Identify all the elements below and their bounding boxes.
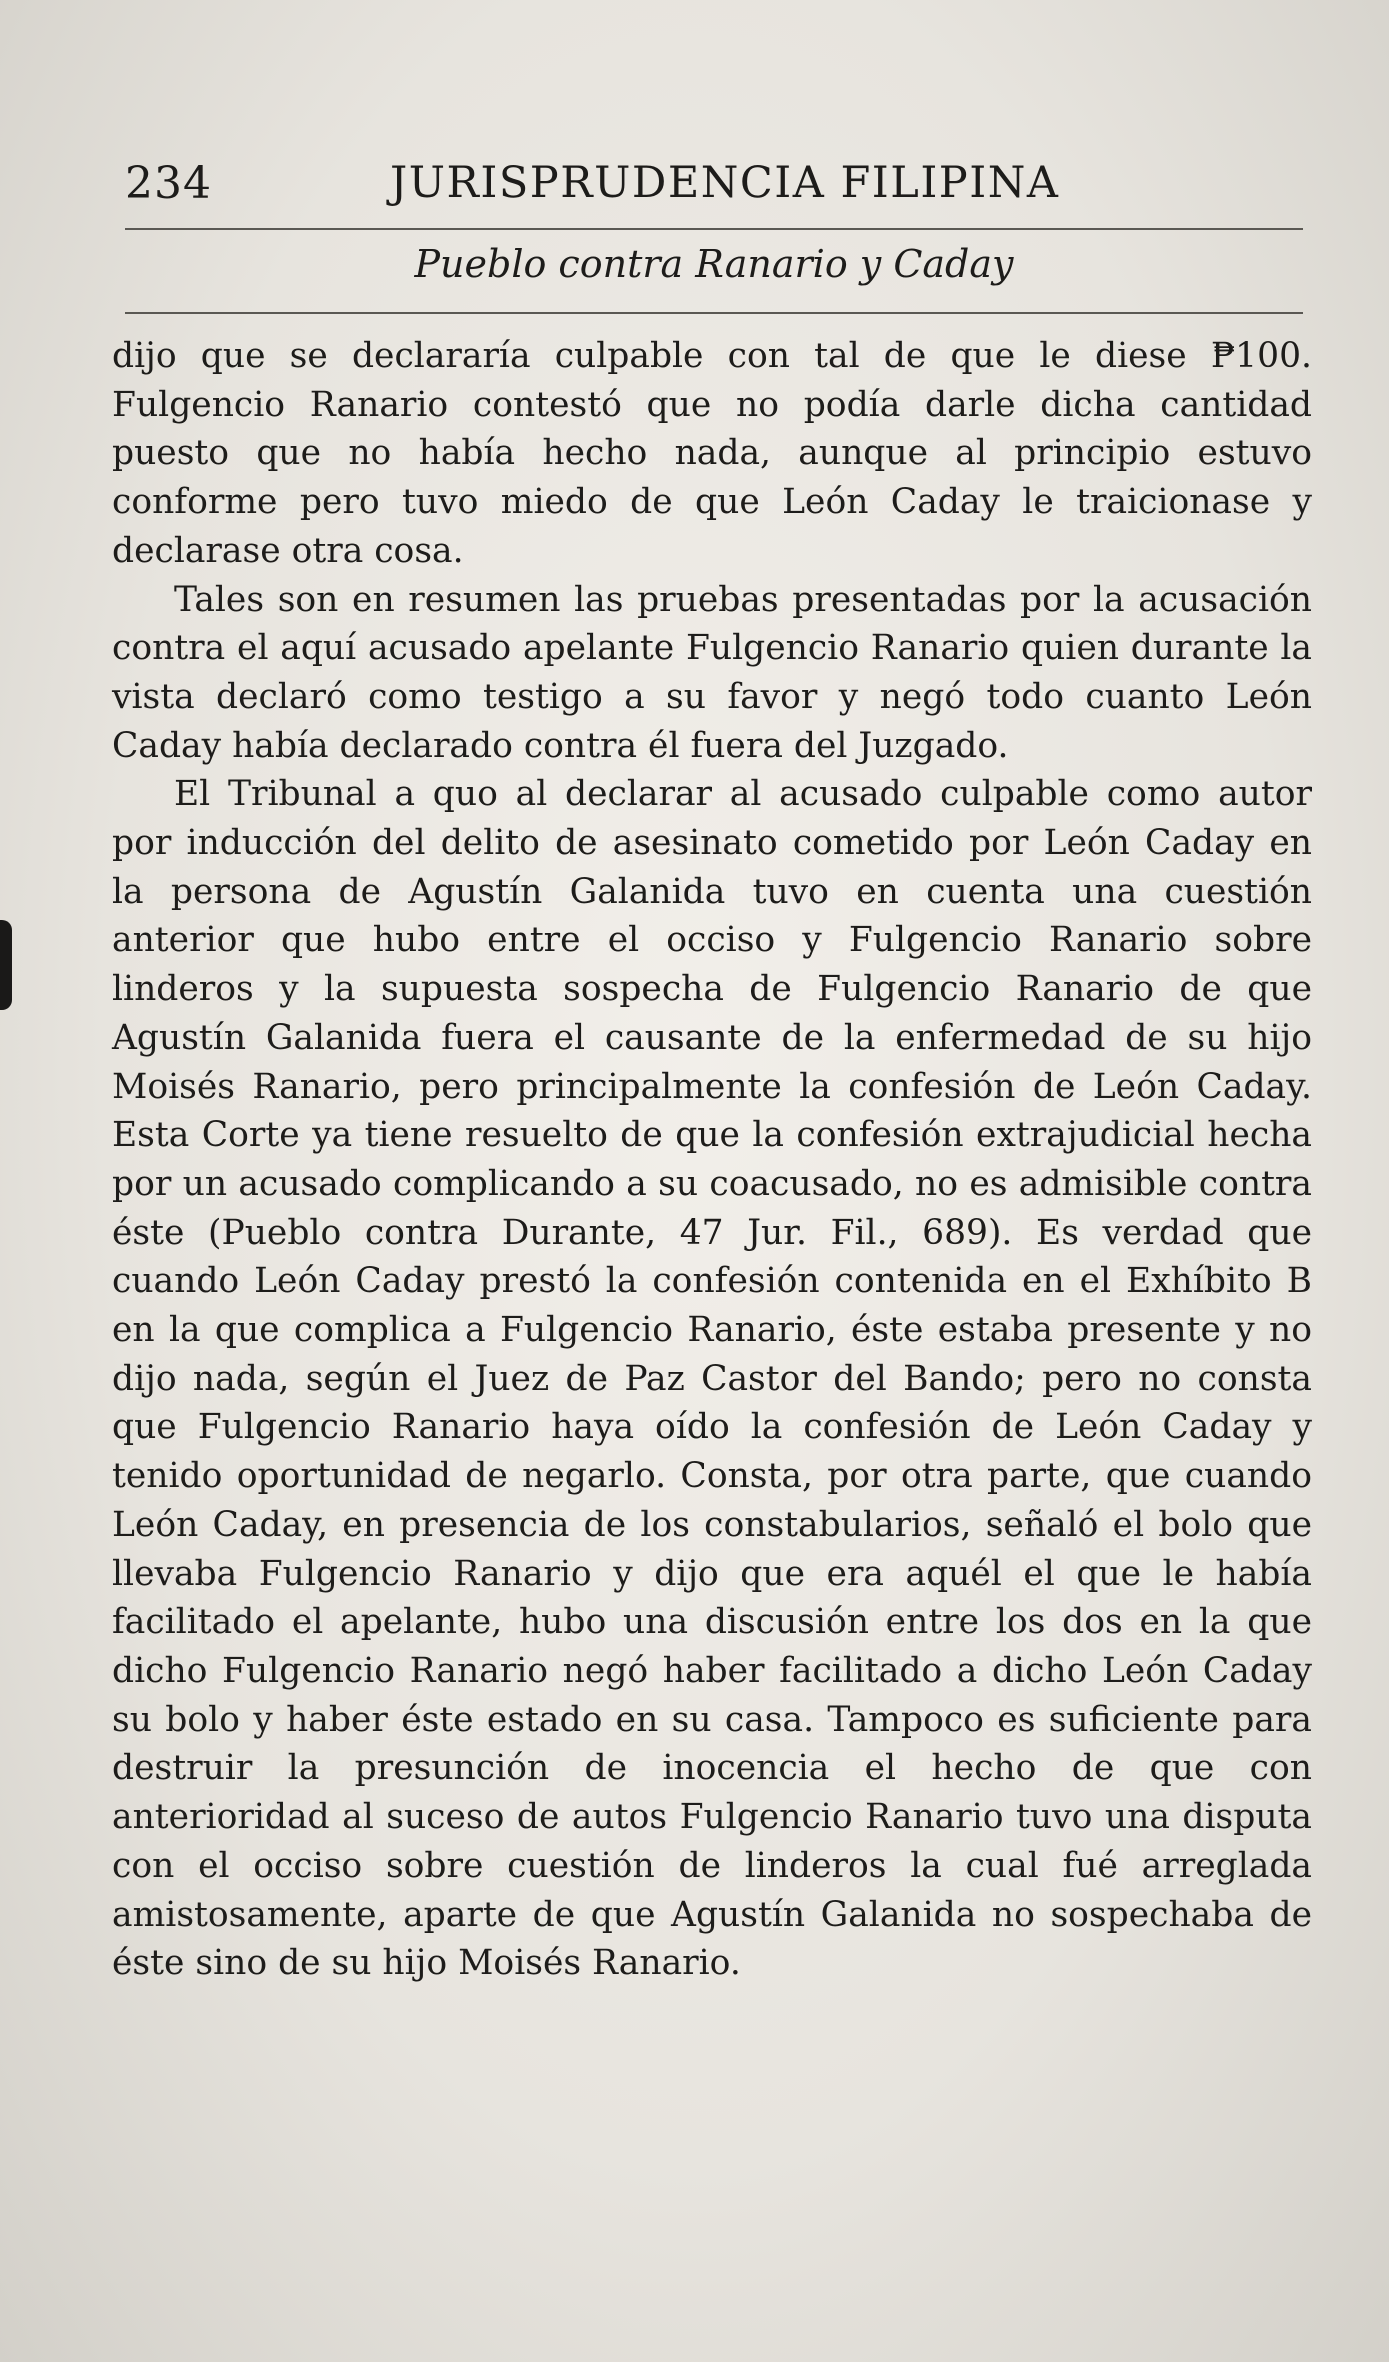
caption-divider xyxy=(125,312,1303,314)
page-header xyxy=(125,158,1300,218)
header-divider xyxy=(125,228,1303,230)
running-title: JURISPRUDENCIA FILIPINA xyxy=(390,158,1060,208)
binding-shadow xyxy=(0,920,12,1010)
paragraph: Tales son en resumen las pruebas presentadas por la acusación contra el aquí acusado apelante Fulgencio Ranario quien durante la vista declaró como testigo a su favor y negó todo cuanto León Caday había declarado contra él fuera del Juzgado. xyxy=(112,579,1312,766)
paragraph: El Tribunal a quo al declarar al acusado culpable como autor por inducción del delito de asesinato cometido por León Caday en la persona de Agustín Galanida tuvo en cuenta una cuestión anterior que hubo entre el occiso y Fulgencio Ranario sobre linderos y la supuesta sospecha de Fulgencio Ranario de que Agustín Galanida fuera el causante de la enfermedad de su hijo Moisés Ranario, pero principalmente la confesión de León Caday. Esta Corte ya tiene resuelto de que la confesión extrajudicial hecha por un acusado complicando a su coacusado, no es admisible contra éste (Pueblo contra Durante, 47 Jur. Fil., 689). Es verdad que cuando León Caday prestó la confesión contenida en el Exhíbito B en la que complica a Fulgencio Ranario, éste estaba presente y no dijo nada, según el Juez de Paz Castor del Bando; pero no consta que Fulgencio Ranario haya oído la confesión de León Caday y tenido oportunidad de negarlo. Consta, por otra parte, que cuando León Caday, en presencia de los constabularios, señaló el bolo que llevaba Fulgencio Ranario y dijo que era aquél el que le había facilitado el apelante, hubo una discusión entre los dos en la que dicho Fulgencio Ranario negó haber facilitado a dicho León Caday su bolo y haber éste estado en su casa. Tampoco es suficiente para destruir la presunción de inocencia el hecho de que con anterioridad al suceso de autos Fulgencio Ranario tuvo una disputa con el occiso sobre cuestión de linderos la cual fué arreglada amistosamente, aparte de que Agustín Galanida no sospechaba de éste sino de su hijo Moisés Ranario. xyxy=(112,774,1312,1984)
paragraph-continuation: dijo que se declararía culpable con tal de que le diese ₱100. Fulgencio Ranario contestó que no podía darle dicha cantidad puesto que no había hecho nada, aunque al principio estuvo conforme pero tuvo miedo de que León Caday le traicionase y declarase otra cosa. xyxy=(112,336,1312,571)
page-number: 234 xyxy=(125,158,212,209)
body-text xyxy=(112,332,1312,1988)
case-caption: Pueblo contra Ranario y Caday xyxy=(414,242,1014,286)
